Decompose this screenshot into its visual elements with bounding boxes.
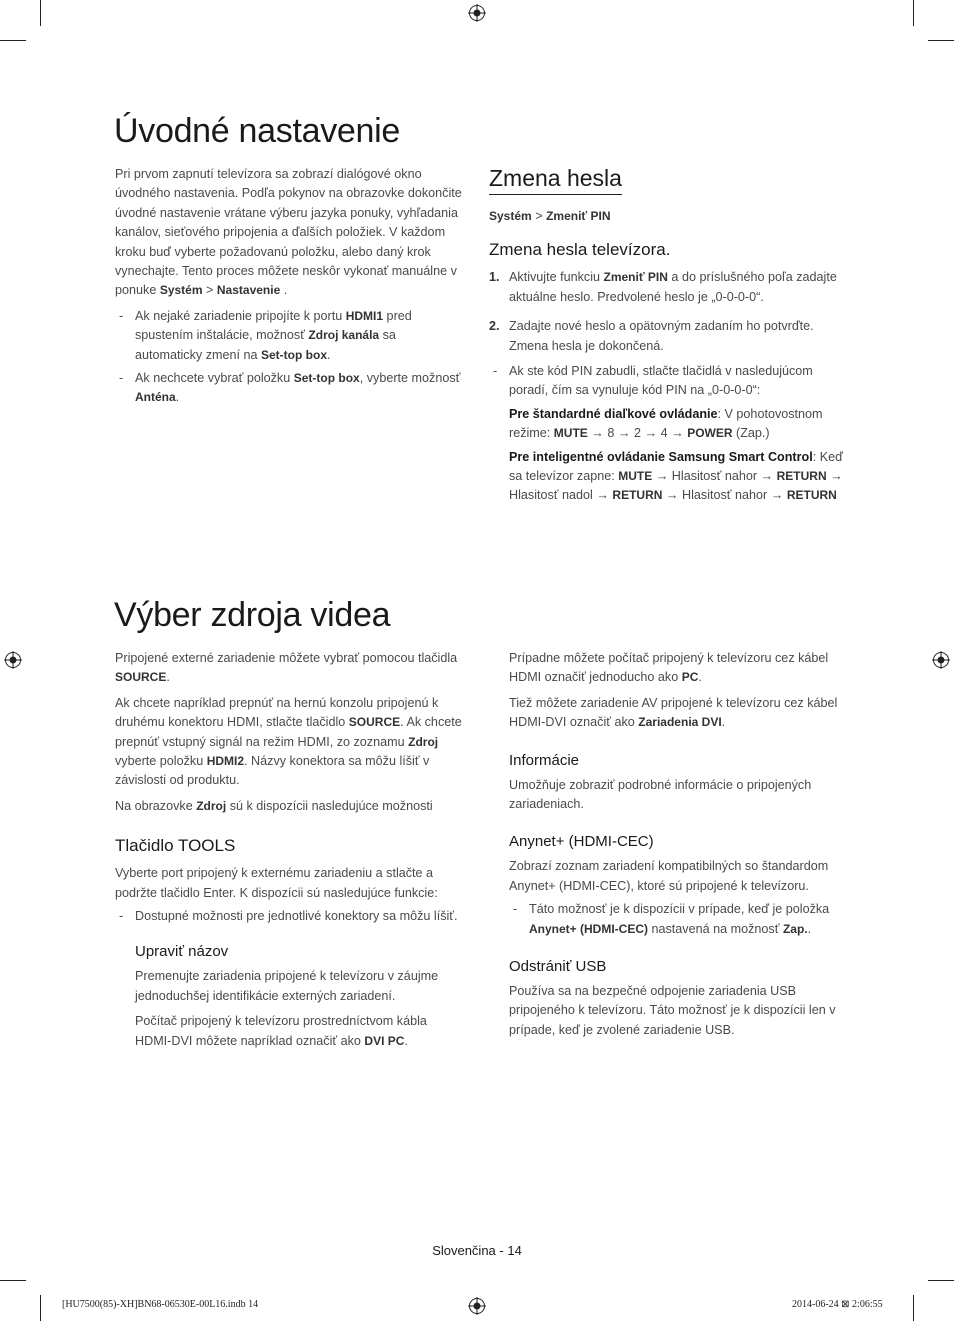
- section2-paragraph: Pripojené externé zariadenie môžete vybrať pomocou tlačidla SOURCE.: [115, 651, 458, 685]
- usb-title: Odstrániť USB: [509, 958, 607, 976]
- crop-mark: [0, 1280, 26, 1281]
- section1-intro: Pri prvom zapnutí televízora sa zobrazí dialógové okno úvodného nastavenia. Podľa pokynov na obrazovke dokončite úvodné nastavenie vrátane výberu jazyka ponuky, vyhľadania kanálov, sieťového pripojenia a ďalších položiek. V každom kroku buď vyberte požadovanú položku, alebo daný krok vynechajte. Tento proces môžete neskôr vykonať manuálne v ponuke Systém > Nastavenie .: [115, 167, 462, 298]
- anynet-bullet: - Táto možnosť je k dispozícii v prípade, keď je položka Anynet+ (HDMI-CEC) nastavená na možnosť Zap..: [509, 900, 845, 939]
- info-title: Informácie: [509, 751, 580, 769]
- info-text: Umožňuje zobraziť podrobné informácie o pripojených zariadeniach.: [509, 777, 812, 812]
- pin-reset-note: - Ak ste kód PIN zabudli, stlačte tlačidlá v nasledujúcom poradí, čím sa vynuluje kód PIN na „0-0-0-0“:: [489, 362, 844, 401]
- crop-mark: [0, 40, 26, 41]
- step-2: 2. Zadajte nové heslo a opätovným zadaním ho potvrďte. Zmena hesla je dokončená.: [489, 319, 814, 353]
- tools-title: Tlačidlo TOOLS: [115, 836, 236, 856]
- date-slug: 2014-06-24 ⊠ 2:06:55: [792, 1299, 883, 1310]
- standard-remote-instructions: Pre štandardné diaľkové ovládanie: V pohotovostnom režime: MUTE → 8 → 2 → 4 → POWER (Zap.): [509, 406, 823, 441]
- tools-text: Vyberte port pripojený k externému zariadeniu a stlačte a podržte tlačidlo Enter. K dispozícii sú nasledujúce funkcie:: [115, 866, 438, 900]
- rename-paragraph: Premenujte zariadenia pripojené k televízoru v záujme jednoduchšej identifikácie externých zariadení.: [135, 969, 439, 1003]
- usb-text: Používa sa na bezpečné odpojenie zariadenia USB pripojeného k televízoru. Táto možnosť je k dispozícii len v prípade, keď je zvolené zariadenie USB.: [509, 984, 836, 1037]
- file-slug: [HU7500(85)-XH]BN68-06530E-00L16.indb 14: [62, 1299, 259, 1310]
- zmena-hesla-menu-path: Systém > Zmeniť PIN: [489, 209, 611, 223]
- rename-paragraph: Tiež môžete zariadenie AV pripojené k televízoru cez kábel HDMI-DVI označiť ako Zariadenia DVI.: [509, 695, 838, 730]
- section2-right-column: [509, 649, 845, 1044]
- rename-title: Upraviť názov: [135, 943, 229, 961]
- crop-mark: [928, 1280, 954, 1281]
- step-1: 1. Aktivujte funkciu Zmeniť PIN a do príslušného poľa zadajte aktuálne heslo. Predvolené heslo je „0-0-0-0“.: [489, 270, 837, 304]
- crop-mark: [40, 0, 41, 26]
- rename-paragraph: Prípadne môžete počítač pripojený k televízoru cez kábel HDMI označiť jednoducho ako PC.: [509, 651, 829, 685]
- registration-mark-icon: [4, 651, 22, 669]
- zmena-hesla-column: [489, 164, 844, 506]
- section2-paragraph: Ak chcete napríklad prepnúť na hernú konzolu pripojenú k druhému konektoru HDMI, stlačte tlačidlo SOURCE. Ak chcete prepnúť vstupný signál na režim HDMI, zo zoznamu Zdroj vyberte položku HDMI2. Názvy konektora sa môžu líšiť v závislosti od produktu.: [115, 695, 462, 788]
- crop-mark: [913, 0, 914, 26]
- anynet-title: Anynet+ (HDMI-CEC): [509, 833, 654, 851]
- anynet-text: Zobrazí zoznam zariadení kompatibilných so štandardom Anynet+ (HDMI-CEC), ktoré sú pripojené k televízoru.: [509, 859, 829, 893]
- section2-title: Výber zdroja videa: [114, 596, 391, 634]
- page-number: Slovenčina - 14: [432, 1243, 522, 1258]
- section2-left-column: [115, 649, 465, 1055]
- section1-left-column: [115, 165, 463, 412]
- registration-mark-icon: [468, 1297, 486, 1315]
- section2-paragraph: Na obrazovke Zdroj sú k dispozícii nasledujúce možnosti: [115, 798, 433, 813]
- zmena-hesla-subtitle: Zmena hesla televízora.: [489, 240, 671, 260]
- section1-title: Úvodné nastavenie: [114, 112, 400, 150]
- registration-mark-icon: [932, 651, 950, 669]
- rename-block: [115, 942, 465, 1051]
- smart-control-instructions: Pre inteligentné ovládanie Samsung Smart Control: Keď sa televízor zapne: MUTE → Hlasitosť nahor → RETURN → Hlasitosť nadol → RETURN → Hlasitosť nahor → RETURN: [509, 449, 843, 503]
- zmena-hesla-title: Zmena hesla: [489, 164, 622, 195]
- crop-mark: [913, 1295, 914, 1321]
- section1-bullet: - Ak nechcete vybrať položku Set-top box, vyberte možnosť Anténa.: [115, 369, 463, 408]
- rename-paragraph: Počítač pripojený k televízoru prostredníctvom kábla HDMI-DVI môžete napríklad označiť ako DVI PC.: [135, 1014, 427, 1048]
- registration-mark-icon: [468, 4, 486, 22]
- crop-mark: [40, 1295, 41, 1321]
- tools-bullet: - Dostupné možnosti pre jednotlivé konektory sa môžu líšiť.: [115, 907, 465, 926]
- section1-bullet: - Ak nejaké zariadenie pripojíte k portu HDMI1 pred spustením inštalácie, možnosť Zdroj kanála sa automaticky zmení na Set-top box.: [115, 307, 463, 365]
- crop-mark: [928, 40, 954, 41]
